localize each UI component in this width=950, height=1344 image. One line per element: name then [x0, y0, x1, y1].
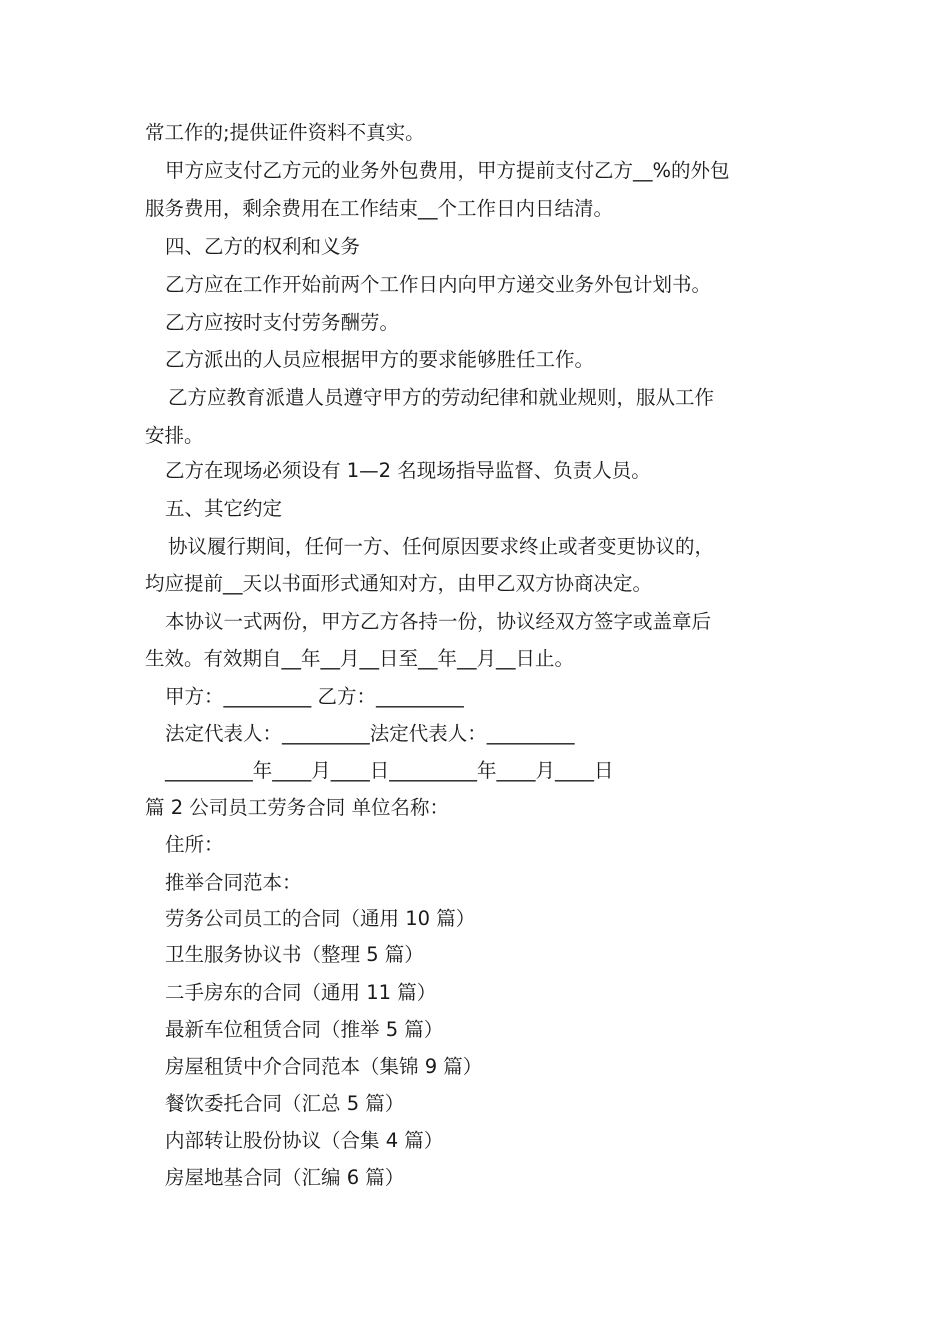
paragraph-line: 生效。有效期自__年__月__日至__年__月__日止。 [145, 647, 575, 670]
paragraph-line: 安排。 [145, 424, 204, 447]
paragraph-line: 甲方应支付乙方元的业务外包费用，甲方提前支付乙方__%的外包 [165, 159, 730, 182]
date-line: _________年____月____日_________年____月____日 [165, 759, 614, 782]
list-item: 最新车位租赁合同（推举 5 篇） [165, 1018, 444, 1041]
list-item: 卫生服务协议书（整理 5 篇） [165, 943, 424, 966]
paragraph-line: 均应提前__天以书面形式通知对方，由甲乙双方协商决定。 [145, 572, 653, 595]
paragraph-line: 乙方应按时支付劳务酬劳。 [165, 311, 400, 334]
paragraph-line: 乙方应教育派遣人员遵守甲方的劳动纪律和就业规则，服从工作 [168, 386, 715, 409]
paragraph-line: 协议履行期间，任何一方、任何原因要求终止或者变更协议的， [168, 535, 715, 558]
list-item: 餐饮委托合同（汇总 5 篇） [165, 1092, 405, 1115]
list-item: 劳务公司员工的合同（通用 10 篇） [165, 907, 476, 930]
list-item: 内部转让股份协议（合集 4 篇） [165, 1129, 444, 1152]
list-item: 二手房东的合同（通用 11 篇） [165, 981, 437, 1004]
paragraph-line: 乙方派出的人员应根据甲方的要求能够胜任工作。 [165, 348, 595, 371]
section-heading: 五、其它约定 [165, 497, 283, 520]
paragraph-line: 服务费用，剩余费用在工作结束__个工作日内日结清。 [145, 197, 614, 220]
paragraph-line: 推举合同范本： [165, 871, 302, 894]
section-title: 篇 2 公司员工劳务合同 单位名称： [145, 796, 450, 819]
signature-line: 法定代表人：_________法定代表人：_________ [165, 722, 575, 745]
list-item: 房屋租赁中介合同范本（集锦 9 篇） [165, 1055, 483, 1078]
section-heading: 四、乙方的权利和义务 [165, 235, 361, 258]
paragraph-line: 乙方应在工作开始前两个工作日内向甲方递交业务外包计划书。 [165, 273, 712, 296]
list-item: 房屋地基合同（汇编 6 篇） [165, 1166, 405, 1189]
paragraph-line: 本协议一式两份，甲方乙方各持一份，协议经双方签字或盖章后 [165, 610, 712, 633]
paragraph-line: 常工作的;提供证件资料不真实。 [145, 121, 425, 144]
paragraph-line: 住所： [165, 833, 224, 856]
signature-line: 甲方：_________ 乙方：_________ [165, 685, 464, 708]
paragraph-line: 乙方在现场必须设有 1—2 名现场指导监督、负责人员。 [165, 459, 651, 482]
